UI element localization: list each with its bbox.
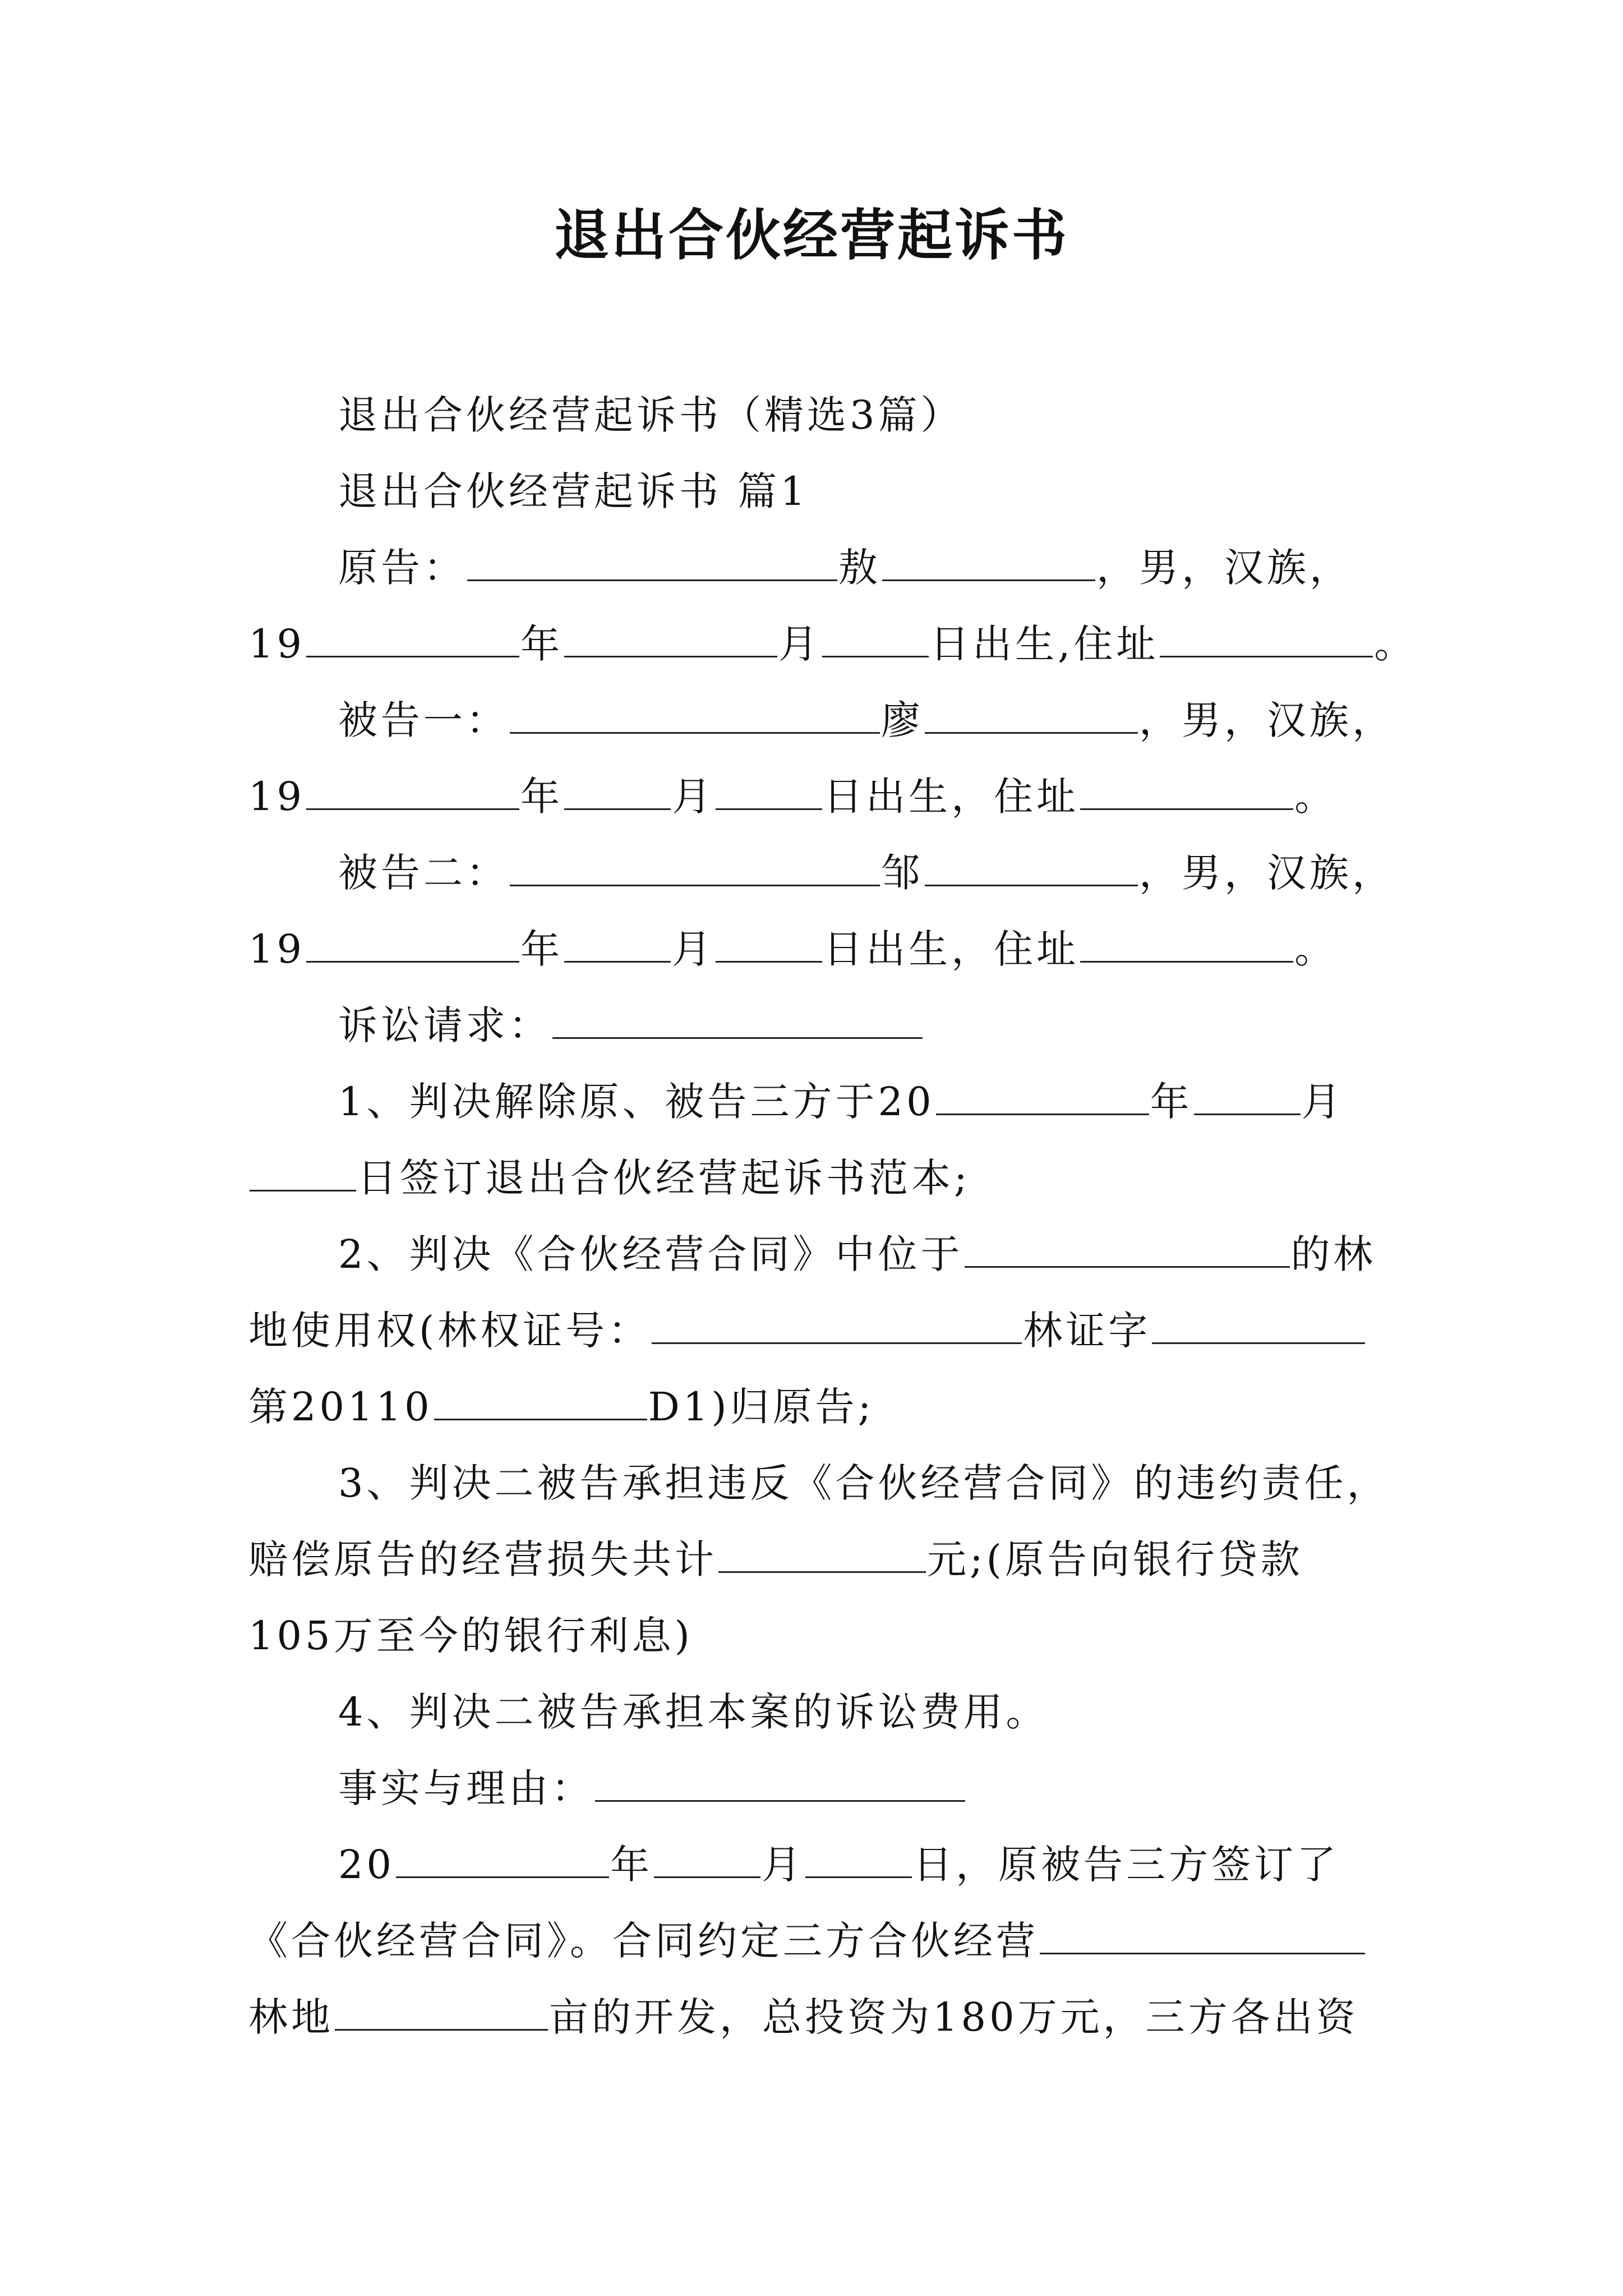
text-line <box>248 835 1395 911</box>
text-segment: 敖 <box>838 545 881 591</box>
text-segment: 邹 <box>881 850 924 896</box>
blank-underline <box>1080 960 1293 963</box>
text-line <box>248 1674 1387 1750</box>
text-segment: 月 <box>1301 1079 1344 1125</box>
text-segment: D1)归原告; <box>648 1384 875 1430</box>
blank-underline <box>564 655 777 657</box>
text-line <box>248 682 1395 758</box>
text-segment: 林地 <box>248 1994 334 2040</box>
text-segment: 赔偿原告的经营损失共计 <box>248 1536 717 1582</box>
text-segment: 年 <box>610 1842 653 1888</box>
text-line <box>248 606 1417 682</box>
blank-underline <box>716 808 822 810</box>
text-line <box>248 377 1387 453</box>
text-line <box>248 1750 1387 1826</box>
blank-underline <box>335 2028 548 2031</box>
text-line <box>248 1292 1387 1369</box>
text-line <box>248 1216 1387 1292</box>
blank-underline <box>936 1113 1149 1115</box>
blank-underline <box>1160 655 1373 657</box>
text-line <box>248 1064 1387 1140</box>
text-segment: ，男，汉族， <box>1139 850 1395 896</box>
text-segment: 的林 <box>1290 1231 1376 1277</box>
blank-underline <box>306 655 519 657</box>
text-line <box>248 530 1387 606</box>
blank-underline <box>882 579 1095 581</box>
text-segment: 事实与理由： <box>338 1765 594 1811</box>
text-segment: 2、判决《合伙经营合同》中位于 <box>338 1231 963 1277</box>
text-segment: 月 <box>672 774 715 820</box>
text-segment: 日出生，住址 <box>823 926 1080 972</box>
text-segment: 被告二： <box>338 850 509 896</box>
text-line <box>248 1369 1387 1445</box>
text-line <box>248 1979 1387 2055</box>
blank-underline <box>805 1876 912 1878</box>
text-segment: 年 <box>520 774 564 820</box>
text-segment: 1、判决解除原、被告三方于20 <box>338 1079 935 1125</box>
blank-underline <box>396 1876 609 1878</box>
blank-underline <box>925 884 1138 886</box>
document-title: 退出合伙经营起诉书 <box>554 203 1069 268</box>
text-line <box>248 911 1387 987</box>
blank-underline <box>716 960 822 963</box>
text-segment: 月 <box>672 926 715 972</box>
text-segment: 《合伙经营合同》。合同约定三方合伙经营 <box>248 1918 1039 1964</box>
blank-underline <box>1152 1342 1365 1344</box>
blank-underline <box>1040 1952 1365 1954</box>
text-segment: 年 <box>520 621 564 667</box>
text-segment: 日出生，住址 <box>823 774 1080 820</box>
text-segment: 亩的开发，总投资为180万元，三方各出资 <box>549 1994 1359 2040</box>
text-segment: 。 <box>1294 774 1338 820</box>
blank-underline <box>564 808 671 810</box>
text-segment: 20 <box>338 1842 395 1888</box>
text-segment: 诉讼请求： <box>338 1002 551 1048</box>
blank-underline <box>595 1800 965 1802</box>
text-segment: 年 <box>520 926 564 972</box>
text-segment: 第20110 <box>248 1384 433 1430</box>
text-segment: ，男，汉族， <box>1139 697 1395 743</box>
text-line <box>248 758 1387 835</box>
blank-underline <box>1080 808 1293 810</box>
text-segment: 19 <box>248 926 306 972</box>
blank-underline <box>306 960 519 963</box>
text-segment: ，男，汉族， <box>1096 545 1352 591</box>
blank-underline <box>250 1189 356 1191</box>
blank-underline <box>652 1342 1022 1344</box>
text-segment: 日签订退出合伙经营起诉书范本; <box>357 1155 971 1201</box>
document-body <box>248 377 1417 2055</box>
blank-underline <box>552 1037 923 1039</box>
text-segment: 。 <box>1374 621 1417 667</box>
text-segment: 原告： <box>338 545 466 591</box>
text-segment: 日，原被告三方签订了 <box>913 1842 1340 1888</box>
blank-underline <box>510 731 880 734</box>
text-segment: 19 <box>248 621 306 667</box>
text-segment: 廖 <box>881 697 924 743</box>
text-segment: 退出合伙经营起诉书 篇1 <box>338 468 809 514</box>
blank-underline <box>925 731 1138 734</box>
text-line <box>248 1140 1387 1216</box>
text-line <box>248 1598 1387 1674</box>
text-segment: 地使用权(林权证号： <box>248 1308 651 1354</box>
text-line <box>248 1521 1387 1598</box>
text-segment: 4、判决二被告承担本案的诉讼费用。 <box>338 1689 1049 1735</box>
text-segment: 元;(原告向银行贷款 <box>927 1536 1303 1582</box>
text-segment: 月 <box>778 621 822 667</box>
text-line <box>248 453 1387 530</box>
text-line <box>248 1826 1387 1903</box>
text-segment: 林证字 <box>1023 1308 1151 1354</box>
blank-underline <box>564 960 671 963</box>
blank-underline <box>467 579 837 581</box>
blank-underline <box>434 1418 647 1420</box>
text-segment: 。 <box>1294 926 1338 972</box>
text-line <box>248 1903 1387 1979</box>
text-segment: 19 <box>248 774 306 820</box>
text-segment: 年 <box>1150 1079 1193 1125</box>
text-segment: 被告一： <box>338 697 509 743</box>
text-segment: 日出生,住址 <box>930 621 1159 667</box>
text-segment: 3、判决二被告承担违反《合伙经营合同》的违约责任， <box>338 1460 1390 1506</box>
text-segment: 105万至今的银行利息) <box>248 1613 693 1659</box>
text-segment: 退出合伙经营起诉书（精选3篇） <box>338 392 963 438</box>
blank-underline <box>510 884 880 886</box>
blank-underline <box>1194 1113 1301 1115</box>
blank-underline <box>718 1571 926 1573</box>
blank-underline <box>654 1876 760 1878</box>
text-line <box>248 1445 1390 1521</box>
blank-underline <box>822 655 929 657</box>
blank-underline <box>306 808 519 810</box>
text-segment: 月 <box>762 1842 805 1888</box>
blank-underline <box>965 1266 1290 1268</box>
text-line <box>248 987 1387 1064</box>
